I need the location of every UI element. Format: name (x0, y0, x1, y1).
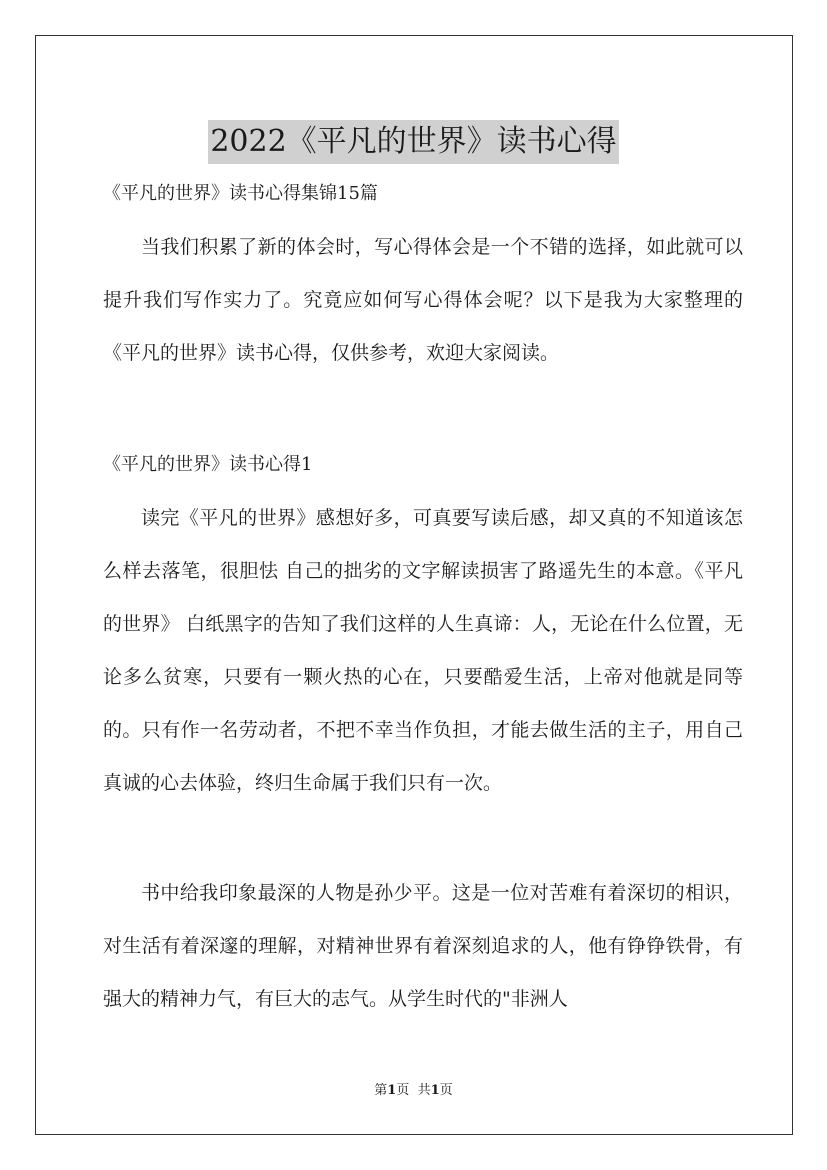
title-container (0, 100, 827, 184)
page-current: 1 (387, 1083, 397, 1098)
intro-paragraph: 当我们积累了新的体会时，写心得体会是一个不错的选择，如此就可以提升我们写作实力了。究竟应如何写心得体会呢？以下是我为大家整理的《平凡的世界》读书心得，仅供参考，欢迎大家阅读。 (103, 236, 743, 364)
body-paragraph-1: 读完《平凡的世界》感想好多，可真要写读后感，却又真的不知道该怎么样去落笔，很胆怯 自己的拙劣的文字解读损害了路遥先生的本意。《平凡的世界》 白纸黑字的告知了我们这样的人生真谛：人，无论在什么位置，无论多么贫寒，只要有一颗火热的心在，只要酷爱生活，上帝对他就是同等的。只有作一名劳动者，不把不幸当作负担，才能去做生活的主子，用自己真诚的心去体验，终归生命属于我们只有一次。 (103, 507, 743, 794)
document-subtitle: 《平凡的世界》读书心得集锦15篇 (103, 183, 378, 204)
body-paragraph-2: 书中给我印象最深的人物是孙少平。这是一位对苦难有着深切的相识，对生活有着深邃的理解，对精神世界有着深刻追求的人，他有铮铮铁骨，有强大的精神力气，有巨大的志气。从学生时代的"非洲人 (103, 882, 743, 1010)
page-total: 1 (430, 1083, 440, 1098)
total-suffix: 页 (439, 1083, 453, 1098)
page-suffix: 页 (396, 1083, 410, 1098)
page-footer (0, 1082, 827, 1100)
total-prefix: 共 (417, 1083, 431, 1098)
page-prefix: 第 (374, 1083, 388, 1098)
document-title: 2022《平凡的世界》读书心得 (208, 120, 618, 164)
section-heading: 《平凡的世界》读书心得1 (103, 454, 313, 475)
